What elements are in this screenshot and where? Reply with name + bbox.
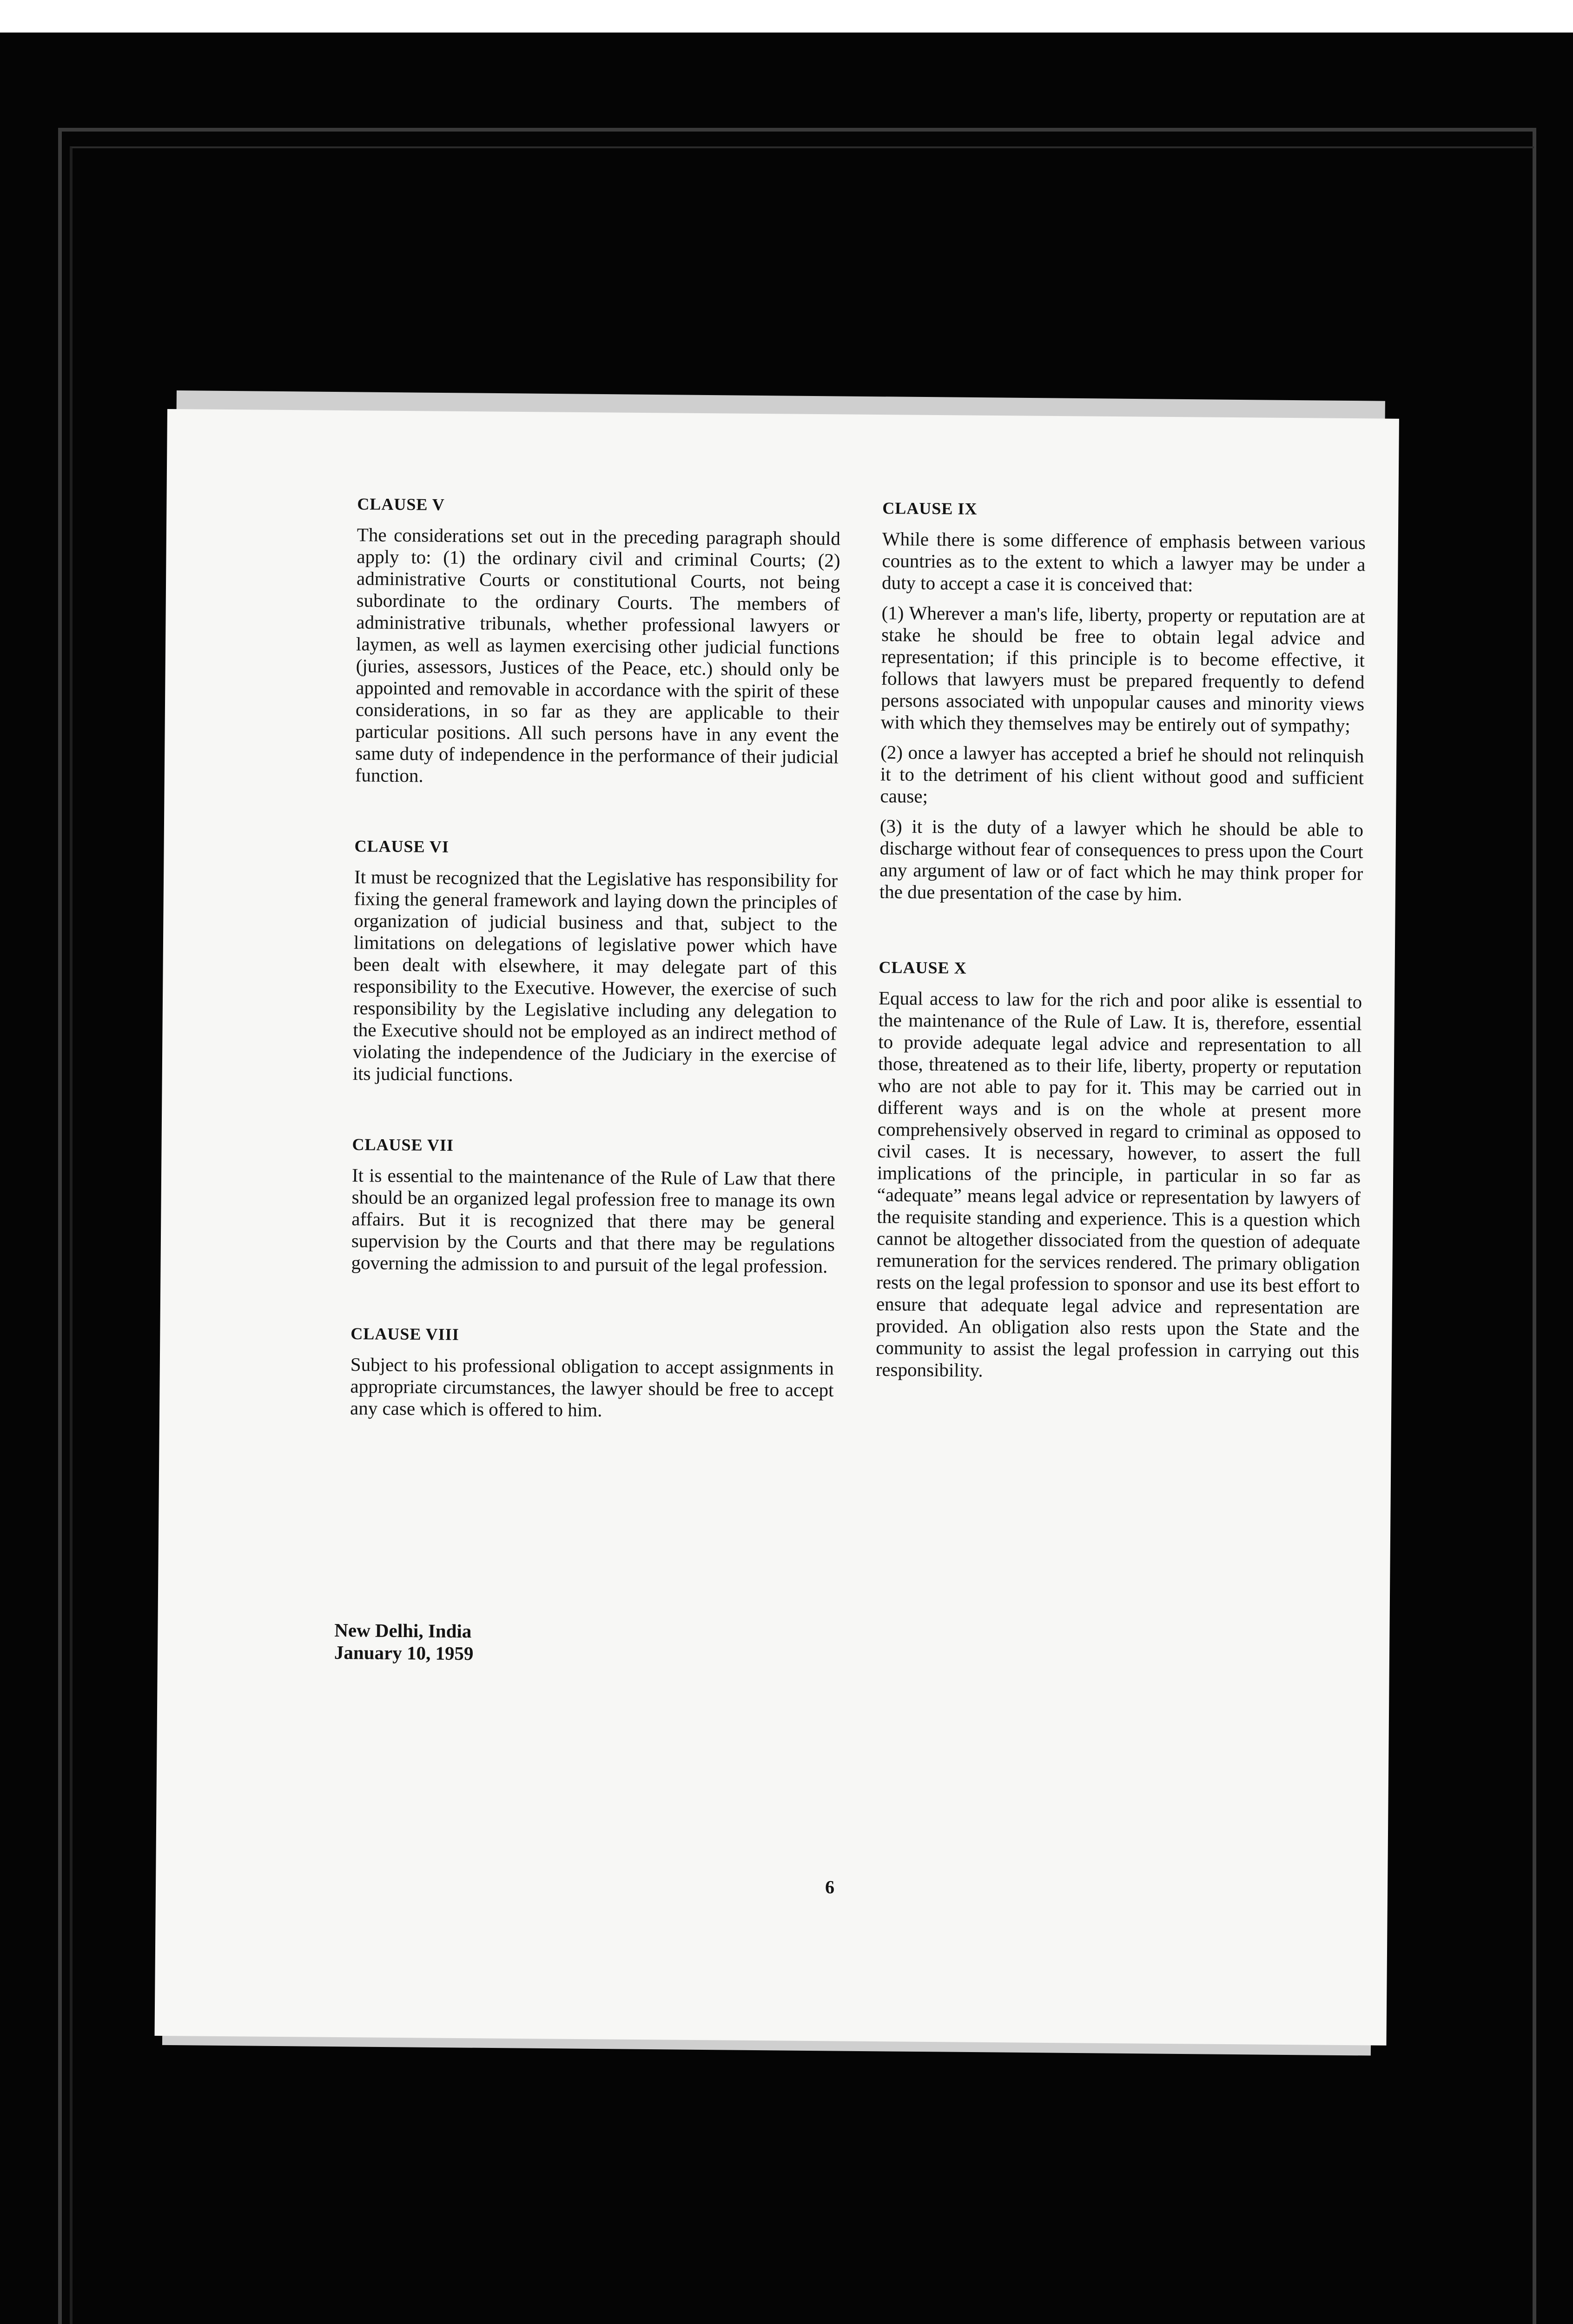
page-number: 6 [825, 1876, 835, 1898]
clause-ix-item-2: (2) once a lawyer has accepted a brief he should not relinquish it to the detriment of his client without good and sufficient cause; [880, 741, 1364, 807]
signature-place-date [334, 1619, 474, 1664]
clause-ix-item-1: (1) Wherever a man's life, liberty, property or reputation are at stake he should be free to obtain legal advice and representation; if this principle is to become effective, it follows that lawyers must be prepared frequently to defend persons associated with unpopular causes and minority views with which they themselves may be entirely out of sympathy; [880, 602, 1365, 737]
left-column [350, 494, 841, 1431]
clause-ix-intro: While there is some difference of emphasis between various countries as to the extent to which a lawyer may be under a duty to accept a case it is conceived that: [881, 528, 1366, 596]
clause-x-text: Equal access to law for the rich and poor alike is essential to the maintenance of the Rule of Law. It is, therefore, essential to provide adequate legal advice and representation to all those, threatened as to their life, liberty, property or reputation who are not able to pay for it. This may be carried out in different ways and is on the whole at present more comprehensively observed in regard to criminal as opposed to civil cases. It is necessary, however, to assert the full implications of the principle, in particular in so far as “adequate” means legal advice or representation by lawyers of the requisite standing and experience. This is a question which cannot be altogether dissociated from the question of adequate remuneration for the services rendered. The primary obligation rests on the legal profession to sponsor and use its best effort to ensure that adequate legal advice and representation are provided. An obligation also rests upon the State and the community to assist the legal profession in carrying out this responsibility. [875, 987, 1362, 1381]
clause-ix-item-3: (3) it is the duty of a lawyer which he should be able to discharge without fear of consequences to press upon the Court any argument of law or of fact which he may think proper for the due presentation of the case by him. [879, 815, 1364, 905]
clause-vi-heading: CLAUSE VI [354, 837, 449, 856]
clause-vii-text: It is essential to the maintenance of the Rule of Law that there should be an organized legal profession free to manage its own affairs. But it is recognized that there may be general supervision by the Courts and that there may be regulations governing the admission to and pursuit of the legal profession. [351, 1164, 836, 1277]
right-column [875, 498, 1366, 1393]
clause-viii-text: Subject to his professional obligation to accept assignments in appropriate circumstances, the lawyer should be free to accept any case which is offered to him. [350, 1353, 834, 1421]
clause-v-text: The considerations set out in the preceding paragraph should apply to: (1) the ordinary civil and criminal Courts; (2) administrative Courts or constitutional Courts, not being subordinate to the ordinary Courts. The members of administrative tribunals, whether professional lawyers or laymen, as well as laymen exercising other judicial functions (juries, assessors, Justices of the Peace, etc.) should only be appointed and removable in accordance with the spirit of these considerations, in so far as they are applicable to their particular positions. All such persons have in any event the same duty of independence in the performance of their judicial function. [355, 524, 841, 786]
clause-x-heading: CLAUSE X [879, 958, 967, 977]
clause-ix-heading: CLAUSE IX [882, 499, 978, 518]
clause-v-heading: CLAUSE V [357, 495, 445, 514]
date: January 10, 1959 [334, 1641, 474, 1664]
document-page [155, 409, 1399, 2046]
clause-vi-text: It must be recognized that the Legislative has responsibility for fixing the general framework and laying down the principles of organization of judicial business and that, subject to the limitations on delegations of legislative power which have been dealt with elsewhere, it may delegate part of this responsibility to the Executive. However, the exercise of such responsibility by the Legislative including any delegation to the Executive should not be employed as an indirect method of violating the independence of the Judiciary in the exercise of its judicial functions. [352, 866, 838, 1085]
clause-viii-heading: CLAUSE VIII [350, 1324, 459, 1344]
clause-vii-heading: CLAUSE VII [352, 1135, 454, 1155]
place: New Delhi, India [334, 1619, 472, 1642]
